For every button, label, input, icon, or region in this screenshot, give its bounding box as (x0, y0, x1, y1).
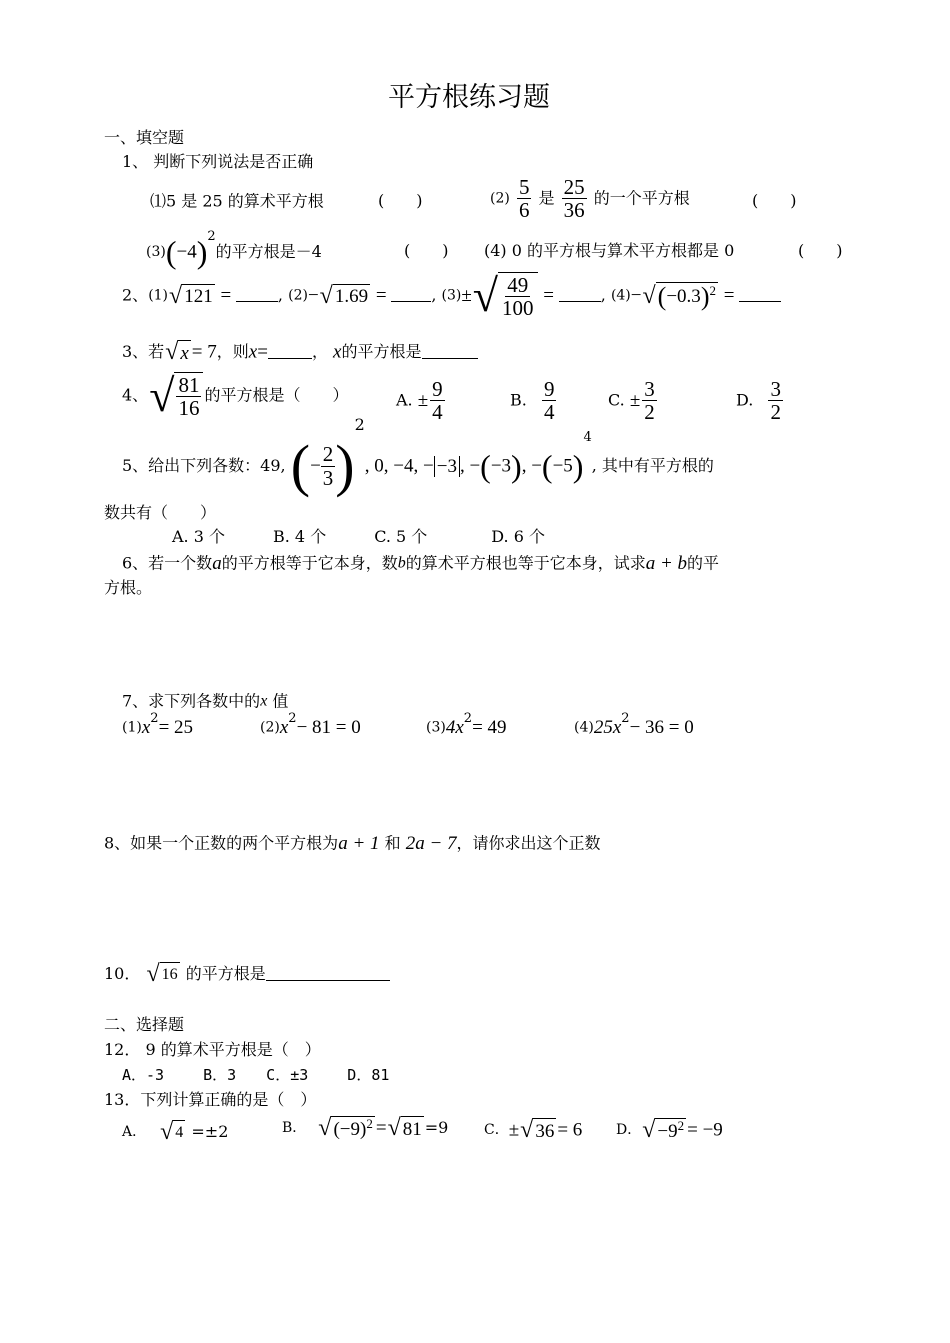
q7-eq-4: $(4)25x^2- 36 = 0$ (574, 711, 694, 738)
q7-eq-2: $(2)x^2- 81 = 0$ (260, 711, 361, 738)
q5-neg3: −3 (490, 455, 512, 477)
q1-item-2-mid: 是 (538, 188, 555, 208)
q12-stem: 12． 9 的算术平方根是（ ） (104, 1040, 321, 1059)
q4-option-c: C. ± $\frac{3}{2}$ (608, 377, 655, 425)
q2-sub4-num: (4) (610, 287, 631, 304)
page-title: 平方根练习题 (388, 82, 550, 113)
q2-blank-1[interactable] (236, 301, 278, 302)
q4-tail: 的平方根是（ ） (204, 385, 349, 405)
q4-option-a: A. ± $\frac{9}{4}$ (396, 377, 443, 425)
q1-item-3-expr: −4 (176, 241, 197, 263)
q4-pre: 4、 (122, 385, 149, 405)
q3-blank-1[interactable] (268, 358, 312, 359)
q3-var-x-2: x (333, 341, 342, 363)
q6-var-b: b (397, 554, 406, 572)
q1-item-2-tail: 的一个平方根 (593, 188, 690, 208)
q2-blank-4[interactable] (739, 301, 781, 302)
q2-label: 2、 (122, 285, 149, 305)
sqrt-neg-0-3-squared: √ ( −0.3 ) 2 (642, 281, 716, 311)
q1-item-2 (490, 176, 690, 221)
q5: 5、给出下列各数：49, (− $\frac{2}{3}$ )2, 0, −4, − −3 , −(−3), $-(-5)^4$, 其中有平方根的 (122, 415, 714, 498)
q5-pre: 5、给出下列各数：49, (122, 456, 286, 475)
q10-blank[interactable] (266, 980, 390, 981)
q8: 8、如果一个正数的两个平方根为a + 1 和 2a − 7，请你求出这个正数 (104, 833, 601, 854)
q5-abs-value: −3 (434, 456, 460, 477)
q13-option-b: B． √ (−9) 2 = √ 81 =9 (282, 1115, 449, 1141)
section-heading-choice: 二、选择题 (104, 1015, 185, 1034)
q7-eq-1: $(1)x^2= 25$ (122, 711, 194, 738)
q4-option-d: D. $\frac{3}{2}$ (736, 377, 781, 425)
sqrt-1-69: √ 1.69 (319, 282, 369, 309)
q3-comma: ， (311, 342, 328, 361)
sqrt-x: √ x (165, 339, 189, 365)
q2-blank-2[interactable] (391, 301, 431, 302)
q5-exp5: 4 (583, 430, 592, 445)
q10: 10． √ 16 的平方根是 (104, 962, 390, 986)
q1-item-3-paren: ( ) (404, 241, 449, 260)
q13-stem: 13．下列计算正确的是（ ） (104, 1090, 317, 1109)
q5-neg5: −5 (552, 455, 573, 477)
q2-blank-3[interactable] (559, 301, 601, 302)
sqrt-81-16: √ 81 16 (149, 372, 203, 419)
q8-expr-1: a + 1 (338, 833, 380, 854)
q4 (122, 369, 349, 421)
fraction-5-6: $\frac{5}{6}$ (518, 175, 530, 223)
q7-var-x: x (260, 692, 268, 710)
q3-eq2: = (257, 341, 268, 363)
q7-eq-3: $(3)4x^2= 49$ (426, 711, 507, 738)
q1-item-1-text: ⑴5 是 25 的算术平方根 (150, 191, 324, 211)
q1-item-4-paren: ( ) (798, 241, 843, 260)
sqrt-49-100: √ 49 100 (473, 272, 538, 319)
q1-item-3-num: (3) (146, 244, 166, 260)
q5-line2: 数共有（ ） (104, 503, 217, 522)
q3-pre: 3、若 (122, 342, 165, 361)
q7-stem: 7、求下列各数中的x 值 (122, 691, 289, 711)
sqrt-121: √ 121 (169, 282, 213, 309)
q2: 2、(1) √ 121 = , (2)− √ 1.69 = , (3)± √ 49 100 = , (4)− √ ( −0.3 ) 2 = (122, 272, 781, 319)
q5-nums: , 0, −4, − (364, 455, 434, 477)
q3 (122, 340, 478, 364)
q13-option-d: D． √ −9 2 = −9 (616, 1117, 723, 1143)
q1-item-2-num: (2) (490, 190, 510, 207)
q1-item-3-exp: 2 (207, 229, 216, 244)
q8-expr-2: 2a − 7 (405, 833, 457, 854)
q1-item-3: $(3)(-4)^2$的平方根是－4 (146, 229, 322, 270)
q3-mid: ，则 (216, 342, 249, 361)
q5-tail: , 其中有平方根的 (591, 456, 714, 475)
q1-item-2-paren: ( ) (752, 191, 797, 210)
q2-sub1-num: (1) (148, 287, 169, 304)
q4-option-b: B. $\frac{9}{4}$ (510, 377, 555, 425)
q6-var-a: a (212, 553, 222, 574)
q1-item-1 (150, 193, 324, 210)
sqrt-16: √ 16 (146, 961, 178, 987)
q6-expr-a-plus-b: a + b (645, 553, 688, 574)
q5-frac-exp: 2 (354, 415, 365, 434)
q1-item-3-tail: 的平方根是－4 (215, 242, 322, 261)
q12-options: A．-3 B．3 C．±3 D．81 (122, 1066, 390, 1084)
section-heading-fill-blank: 一、填空题 (104, 128, 185, 147)
q3-tail: 的平方根是 (341, 342, 422, 361)
q6: 6、若一个数a的平方根等于它本身，数b的算术平方根也等于它本身，试求a + b的平 (122, 553, 720, 574)
q5-options: A. 3 个 B. 4 个 C. 5 个 D. 6 个 (172, 527, 545, 546)
q13-option-c: C．± √ 36 = 6 (484, 1117, 583, 1143)
q3-eq: = 7 (191, 341, 217, 363)
q6-line2: 方根。 (104, 578, 153, 597)
q3-blank-2[interactable] (422, 358, 478, 359)
q1-item-4: (4) 0 的平方根与算术平方根都是 0 (484, 241, 735, 260)
fraction-25-36: $\frac{25}{36}$ (563, 175, 585, 223)
q1-stem: 1、 判断下列说法是否正确 (122, 152, 314, 171)
q1-item-1-paren: ( ) (378, 191, 423, 210)
q2-sub2-num: (2) (288, 287, 308, 304)
q3-var-x: x (248, 341, 258, 363)
q2-sub3-num: (3) (441, 287, 462, 304)
q13-option-a: A． √ 4 =±2 (122, 1119, 229, 1145)
